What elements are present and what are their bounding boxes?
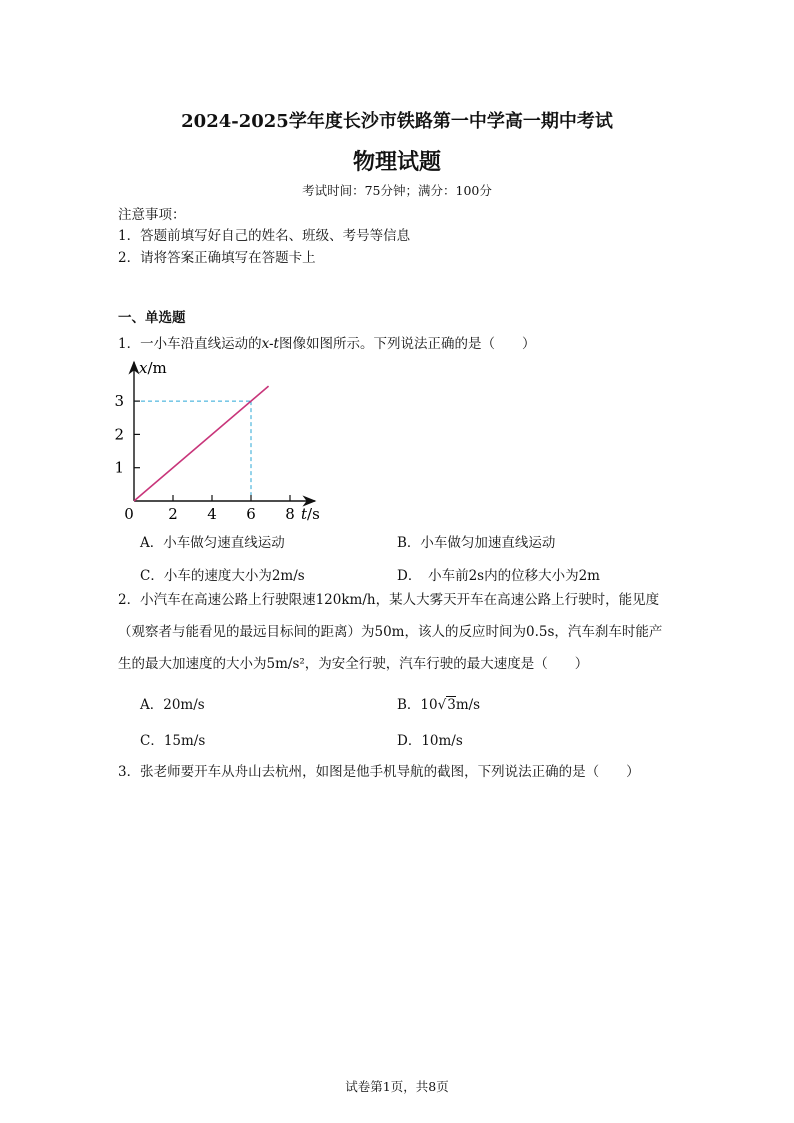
y-tick-label: 1 [114, 458, 124, 477]
y-tick-label: 3 [114, 392, 124, 411]
note-item-2: 2．请将答案正确填写在答题卡上 [118, 250, 316, 266]
x-tick-label: 6 [246, 505, 256, 523]
q2-option-c[interactable]: C．15m/s [140, 733, 206, 749]
q2-option-b-radicand: 3 [447, 697, 456, 713]
y-axis-label: x/m [139, 359, 167, 377]
xt-chart [110, 354, 330, 526]
question-2-line-3: 生的最大加速度的大小为5m/s²，为安全行驶，汽车行驶的最大速度是（ ） [118, 656, 589, 672]
question-2-line-2: （观察者与能看见的最远目标间的距离）为50m，该人的反应时间为0.5s，汽车刹车时能产 [118, 624, 663, 640]
q1-option-b[interactable]: B．小车做匀加速直线运动 [397, 535, 556, 551]
q2-option-d[interactable]: D．10m/s [397, 733, 463, 749]
question-1-stem [118, 332, 535, 352]
sqrt-symbol: √3 [437, 697, 456, 713]
q2-option-a[interactable]: A．20m/s [140, 697, 205, 713]
q2-option-b-prefix: B．10 [397, 697, 438, 713]
question-2-stem [118, 584, 678, 680]
question-1-stem-part1: 1．一小车沿直线运动的 [118, 336, 262, 352]
x-tick-label: 4 [207, 505, 217, 523]
series-line [134, 386, 269, 501]
question-2-line-1: 2．小汽车在高速公路上行驶限速120km/h，某人大雾天开车在高速公路上行驶时，能见度 [118, 592, 660, 608]
section-title: 一、单选题 [118, 310, 186, 326]
q1-option-c[interactable]: C．小车的速度大小为2m/s [140, 568, 305, 584]
question-1-graph-var: x-t [261, 336, 279, 352]
page-footer: 试卷第1页，共8页 [345, 1079, 449, 1094]
x-axis-label: t/s [301, 505, 320, 523]
y-tick-label: 2 [114, 425, 124, 444]
q1-option-a[interactable]: A．小车做匀速直线运动 [140, 535, 285, 551]
q2-option-b-unit: m/s [455, 697, 481, 713]
x-tick-label: 0 [124, 505, 134, 523]
exam-title: 2024-2025学年度长沙市铁路第一中学高一期中考试 [181, 111, 613, 132]
q1-option-d[interactable]: D． 小车前2s内的位移大小为2m [397, 568, 600, 584]
question-1-stem-part2: 图像如图所示。下列说法正确的是（ ） [278, 336, 536, 352]
subject-title: 物理试题 [352, 149, 441, 175]
x-tick-label: 8 [285, 505, 295, 523]
note-item-1: 1．答题前填写好自己的姓名、班级、考号等信息 [118, 228, 411, 244]
notes-heading: 注意事项： [118, 207, 186, 223]
x-tick-label: 2 [168, 505, 178, 523]
q2-option-b[interactable] [397, 693, 480, 713]
exam-info: 考试时间：75分钟；满分：100分 [302, 183, 492, 198]
question-3-stem: 3．张老师要开车从舟山去杭州，如图是他手机导航的截图，下列说法正确的是（ ） [118, 764, 640, 780]
